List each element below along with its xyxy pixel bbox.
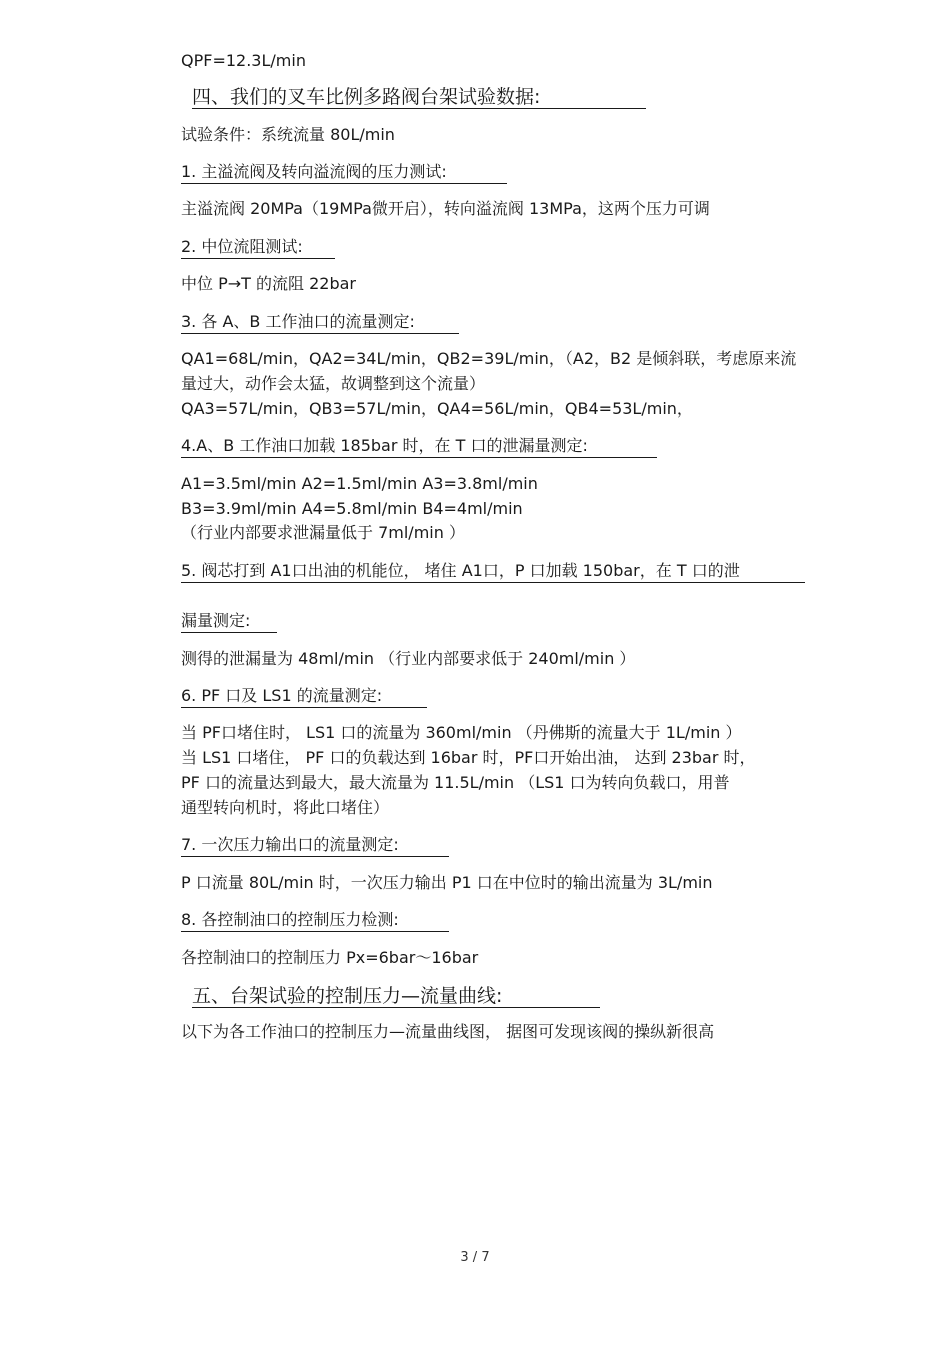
heading5-underline — [192, 1007, 600, 1008]
sec7-underline — [181, 856, 449, 857]
sec4-title: 4.A、B 工作油口加载 185bar 时，在 T 口的泄漏量测定: — [181, 436, 588, 455]
sec3-body-2: 量过大，动作会太猛，故调整到这个流量） — [181, 374, 486, 393]
section-heading-5: 五、台架试验的控制压力—流量曲线: — [192, 985, 503, 1007]
sec2-underline — [181, 258, 335, 259]
sec5-title-1: 5. 阀芯打到 A1口出油的机能位， 堵住 A1口，P 口加载 150bar，在 T 口的泄 — [181, 561, 740, 580]
sec5-title-2: 漏量测定: — [181, 611, 251, 630]
sec3-body-1: QA1=68L/min，QA2=34L/min，QB2=39L/min，（A2，B2 是倾斜联，考虑原来流 — [181, 349, 797, 368]
final-text: 以下为各工作油口的控制压力—流量曲线图， 据图可发现该阀的操纵新很高 — [181, 1022, 715, 1041]
sec7-title: 7. 一次压力输出口的流量测定: — [181, 835, 399, 854]
sec3-body-3: QA3=57L/min，QB3=57L/min，QA4=56L/min，QB4=53L/min， — [181, 399, 693, 418]
sec2-title: 2. 中位流阻测试: — [181, 237, 303, 256]
sec6-title: 6. PF 口及 LS1 的流量测定: — [181, 686, 383, 705]
sec1-underline — [181, 183, 507, 184]
sec3-title: 3. 各 A、B 工作油口的流量测定: — [181, 312, 415, 331]
sec5-underline-1 — [181, 582, 805, 583]
sec3-underline — [181, 333, 459, 334]
heading-underline — [192, 108, 646, 109]
sec6-body-1: 当 PF口堵住时， LS1 口的流量为 360ml/min （丹佛斯的流量大于 1L/min ） — [181, 723, 742, 742]
sec2-body: 中位 P→T 的流阻 22bar — [181, 274, 356, 293]
sec4-underline — [181, 457, 657, 458]
sec8-underline — [181, 931, 449, 932]
sec4-body-1: A1=3.5ml/min A2=1.5ml/min A3=3.8ml/min — [181, 474, 538, 493]
qpf-line: QPF=12.3L/min — [181, 51, 306, 70]
sec5-underline-2 — [181, 632, 277, 633]
sec6-underline — [181, 707, 427, 708]
sec4-body-3: （行业内部要求泄漏量低于 7ml/min ） — [181, 523, 465, 542]
sec6-body-2: 当 LS1 口堵住， PF 口的负载达到 16bar 时，PF口开始出油， 达到 23bar 时， — [181, 748, 756, 767]
sec1-body: 主溢流阀 20MPa（19MPa微开启），转向溢流阀 13MPa，这两个压力可调 — [181, 199, 710, 218]
sec6-body-3: PF 口的流量达到最大，最大流量为 11.5L/min （LS1 口为转向负载口，用普 — [181, 773, 730, 792]
sec5-body: 测得的泄漏量为 48ml/min （行业内部要求低于 240ml/min ） — [181, 649, 636, 668]
sec1-title: 1. 主溢流阀及转向溢流阀的压力测试: — [181, 162, 447, 181]
sec8-body: 各控制油口的控制压力 Px=6bar～16bar — [181, 948, 479, 967]
sec7-body: P 口流量 80L/min 时，一次压力输出 P1 口在中位时的输出流量为 3L/min — [181, 873, 713, 892]
sec8-title: 8. 各控制油口的控制压力检测: — [181, 910, 399, 929]
sec6-body-4: 通型转向机时，将此口堵住） — [181, 798, 390, 817]
test-condition: 试验条件：系统流量 80L/min — [181, 125, 395, 144]
section-heading-4: 四、我们的叉车比例多路阀台架试验数据: — [192, 86, 541, 108]
sec4-body-2: B3=3.9ml/min A4=5.8ml/min B4=4ml/min — [181, 499, 523, 518]
page-number: 3 / 7 — [460, 1250, 490, 1265]
